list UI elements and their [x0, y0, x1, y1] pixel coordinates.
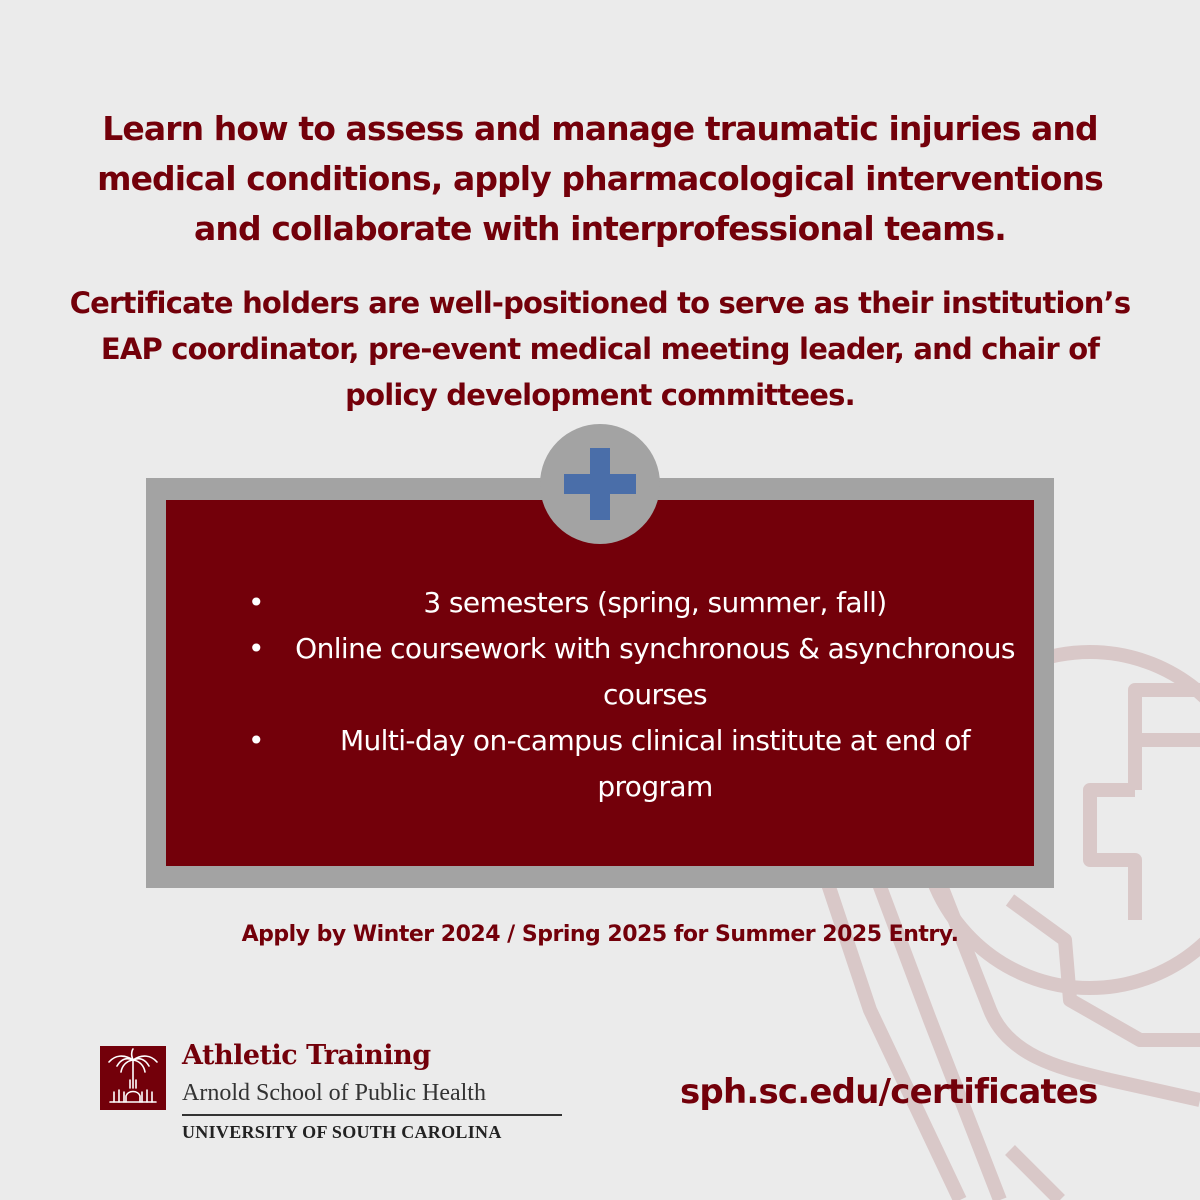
logo-school-name: Arnold School of Public Health [182, 1080, 486, 1106]
apply-deadline-note: Apply by Winter 2024 / Spring 2025 for Summer 2025 Entry. [241, 922, 959, 947]
logo-divider [182, 1114, 562, 1116]
certificate-holders-paragraph: Certificate holders are well-positioned to serve as their institution’s EAP coordinator, pre-event medical meeting leader, and chair of policy development committees. [69, 286, 1131, 412]
list-item [220, 580, 1020, 626]
highlight-text: Online coursework with synchronous & asynchronous courses [295, 632, 1015, 711]
program-highlights-list [220, 580, 1020, 810]
bullet-marker: • [248, 724, 264, 757]
palmetto-tree-icon [100, 1046, 166, 1110]
medical-cross-icon [564, 448, 636, 520]
highlight-text: Multi-day on-campus clinical institute at end of program [339, 724, 971, 803]
list-item [220, 718, 1020, 810]
certificates-link[interactable]: sph.sc.edu/certificates [680, 1072, 1098, 1112]
logo-university-name: UNIVERSITY OF SOUTH CAROLINA [182, 1122, 502, 1142]
cross-badge [540, 424, 660, 544]
bullet-marker: • [248, 632, 264, 665]
logo-program-name: Athletic Training [182, 1040, 431, 1071]
list-item [220, 626, 1020, 718]
bullet-marker: • [248, 586, 264, 619]
highlight-text: 3 semesters (spring, summer, fall) [423, 586, 887, 619]
university-logo[interactable] [100, 1040, 570, 1146]
intro-paragraph: Learn how to assess and manage traumatic injuries and medical conditions, apply pharmacological interventions and collaborate with interprofessional teams. [97, 109, 1103, 248]
